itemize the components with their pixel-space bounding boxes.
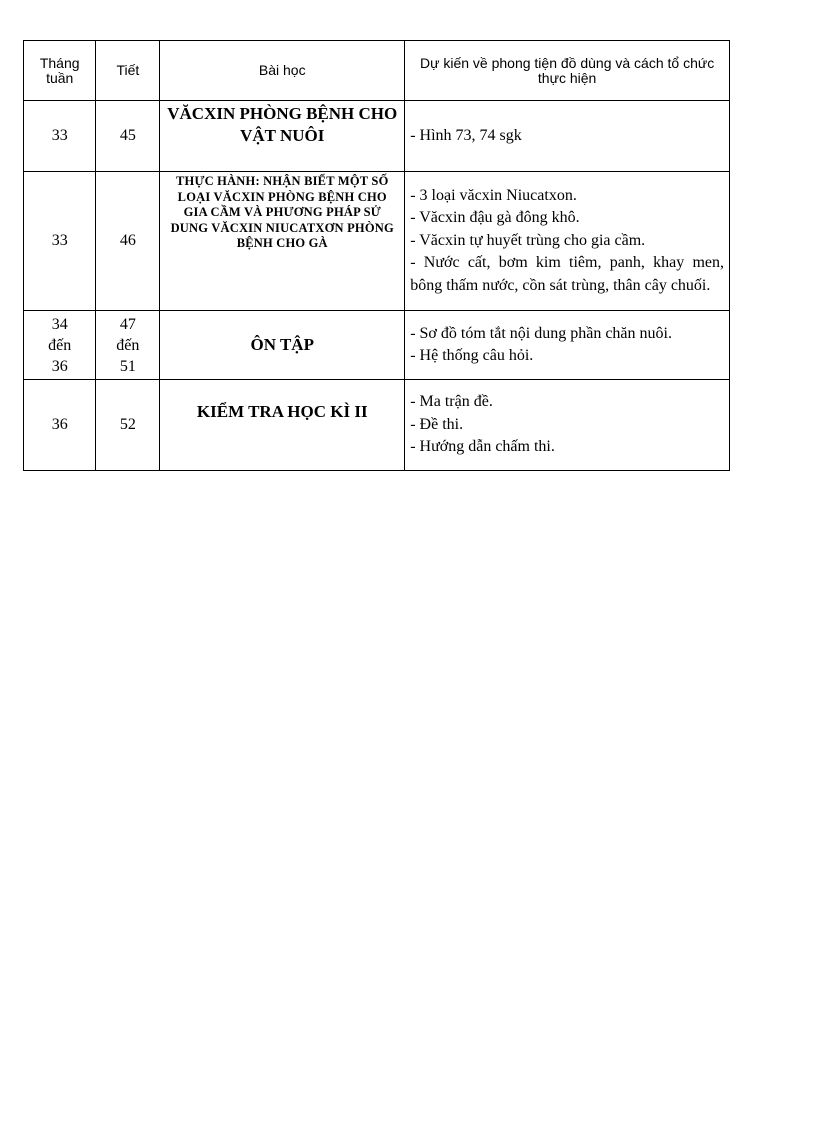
table-row (24, 101, 730, 172)
resources-cell (405, 101, 730, 172)
header-week: Tháng tuần (24, 41, 96, 101)
table-row (24, 311, 730, 380)
resource-item: - Hình 73, 74 sgk (410, 126, 522, 144)
header-lesson: Bài học (160, 41, 405, 101)
period-to: 51 (119, 357, 136, 375)
header-resources: Dự kiến về phong tiện đồ dùng và cách tổ chức thực hiện (405, 41, 730, 101)
lesson-cell: ÔN TẬP (160, 311, 405, 380)
week-to: 36 (51, 357, 68, 375)
resource-item: - Hướng dẫn chấm thi. (410, 438, 555, 456)
resources-cell (405, 380, 730, 471)
table-row (24, 380, 730, 471)
period-to-label: đến (116, 336, 140, 354)
resource-item: - 3 loại văcxin Niucatxon. (410, 186, 577, 204)
resource-item: - Văcxin tự huyết trùng cho gia cầm. (410, 231, 646, 249)
resource-item: - Hệ thống câu hỏi. (410, 347, 534, 364)
header-row (24, 41, 730, 101)
week-cell (24, 311, 96, 380)
week-from: 34 (51, 315, 68, 333)
resource-item: - Đề thi. (410, 415, 464, 433)
lesson-cell: VĂCXIN PHÒNG BỆNH CHO VẬT NUÔI (160, 101, 405, 172)
resource-item: - Ma trận đề. (410, 393, 493, 411)
resources-cell (405, 172, 730, 311)
lesson-plan-table (23, 40, 730, 471)
week-to-label: đến (48, 336, 72, 354)
table-row (24, 172, 730, 311)
header-period: Tiết (96, 41, 160, 101)
period-cell: 46 (96, 172, 160, 311)
period-cell: 45 (96, 101, 160, 172)
lesson-cell: THỰC HÀNH: NHẬN BIẾT MỘT SỐ LOẠI VĂCXIN PHÒNG BỆNH CHO GIA CẦM VÀ PHƯƠNG PHÁP SỬ DUNG VĂCXIN NIUCATXƠN PHÒNG BỆNH CHO GÀ (160, 172, 405, 311)
week-cell: 36 (24, 380, 96, 471)
period-from: 47 (119, 315, 136, 333)
lesson-cell: KIỂM TRA HỌC KÌ II (160, 380, 405, 471)
week-cell: 33 (24, 101, 96, 172)
week-cell: 33 (24, 172, 96, 311)
resource-item: - Sơ đồ tóm tắt nội dung phần chăn nuôi. (410, 324, 672, 342)
period-cell (96, 311, 160, 380)
period-cell: 52 (96, 380, 160, 471)
resources-cell (405, 311, 730, 380)
resource-item: - Văcxin đậu gà đông khô. (410, 209, 580, 227)
resource-item: - Nước cất, bơm kim tiêm, panh, khay men, bông thấm nước, cồn sát trùng, thân cây chuối. (410, 254, 724, 294)
